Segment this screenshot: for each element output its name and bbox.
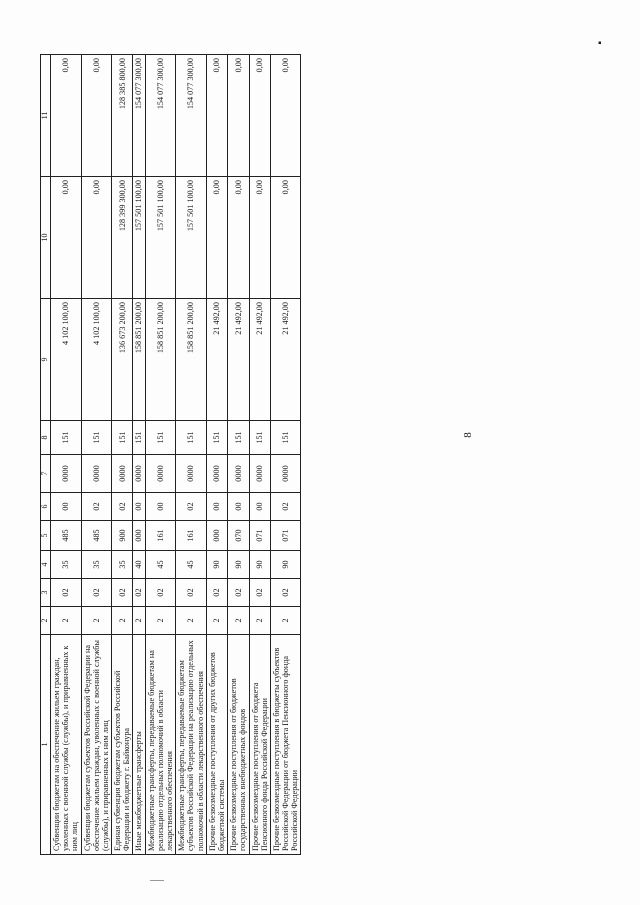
cell-col-5: 071 [270,521,301,551]
table-body [50,55,301,855]
cell-col-7: 0000 [112,455,133,493]
cell-col-8: 151 [270,421,301,455]
cell-col-9: 158 851 200,00 [176,299,207,421]
cell-col-6: 02 [81,493,112,521]
cell-col-10: 0,00 [228,177,249,299]
scan-mark [150,880,164,881]
table-row [270,55,301,855]
cell-col-3: 02 [176,579,207,607]
cell-col-5: 161 [176,521,207,551]
page-number: 8 [462,432,474,438]
cell-col-7: 0000 [81,455,112,493]
cell-col-5: 000 [133,521,145,551]
column-header-11: 11 [41,55,51,177]
cell-col-6: 00 [50,493,81,521]
cell-col-7: 0000 [176,455,207,493]
row-name-cell: Субвенции бюджетам субъектов Российской Федерации на обеспечение жильем граждан, уволенных с военной службы (службы), и приравненных к ним лиц [81,635,112,855]
cell-col-6: 00 [206,493,227,521]
cell-col-2: 2 [206,607,227,635]
cell-col-11: 0,00 [228,55,249,177]
column-header-6: 6 [41,493,51,521]
budget-table [40,54,301,855]
cell-col-3: 02 [270,579,301,607]
cell-col-11: 0,00 [206,55,227,177]
cell-col-2: 2 [176,607,207,635]
cell-col-2: 2 [145,607,176,635]
cell-col-4: 35 [81,551,112,579]
cell-col-3: 02 [249,579,270,607]
column-header-3: 3 [41,579,51,607]
cell-col-10: 157 501 100,00 [145,177,176,299]
cell-col-11: 0,00 [81,55,112,177]
cell-col-7: 0000 [145,455,176,493]
cell-col-10: 0,00 [81,177,112,299]
cell-col-3: 02 [112,579,133,607]
cell-col-7: 0000 [270,455,301,493]
cell-col-2: 2 [270,607,301,635]
cell-col-9: 4 102 100,00 [50,299,81,421]
cell-col-3: 02 [81,579,112,607]
cell-col-6: 00 [133,493,145,521]
table-row [50,55,81,855]
cell-col-4: 90 [228,551,249,579]
row-name-cell: Прочие безвозмездные поступления в бюджеты субъектов Российской Федерации от бюджета Пенсионного фонда Российской Федерации [270,635,301,855]
table-row [176,55,207,855]
cell-col-9: 21 492,00 [228,299,249,421]
column-header-1: 1 [41,635,51,855]
table-row [133,55,145,855]
cell-col-4: 90 [206,551,227,579]
cell-col-11: 0,00 [270,55,301,177]
header-row [41,55,51,855]
table-row [249,55,270,855]
cell-col-6: 02 [176,493,207,521]
cell-col-3: 02 [50,579,81,607]
cell-col-2: 2 [50,607,81,635]
cell-col-10: 0,00 [206,177,227,299]
cell-col-10: 157 501 100,00 [176,177,207,299]
column-header-10: 10 [41,177,51,299]
cell-col-4: 35 [112,551,133,579]
cell-col-11: 128 385 800,00 [112,55,133,177]
cell-col-8: 151 [112,421,133,455]
column-header-5: 5 [41,521,51,551]
cell-col-10: 0,00 [249,177,270,299]
cell-col-11: 154 077 300,00 [145,55,176,177]
cell-col-5: 900 [112,521,133,551]
row-name-cell: Прочие безвозмездные поступления от бюджетов государственных внебюджетных фондов [228,635,249,855]
cell-col-11: 154 077 300,00 [133,55,145,177]
rotated-content [40,15,474,855]
cell-col-7: 0000 [133,455,145,493]
cell-col-9: 4 102 100,00 [81,299,112,421]
cell-col-6: 00 [228,493,249,521]
cell-col-2: 2 [249,607,270,635]
cell-col-5: 161 [145,521,176,551]
cell-col-11: 0,00 [50,55,81,177]
row-name-cell: Прочие безвозмездные поступления от бюджета Пенсионного фонда Российской Федерации [249,635,270,855]
cell-col-10: 0,00 [50,177,81,299]
cell-col-7: 0000 [50,455,81,493]
table-row [145,55,176,855]
column-header-2: 2 [41,607,51,635]
cell-col-7: 0000 [206,455,227,493]
table-row [206,55,227,855]
cell-col-8: 151 [249,421,270,455]
cell-col-7: 0000 [249,455,270,493]
cell-col-4: 35 [50,551,81,579]
row-name-cell: Иные межбюджетные трансферты [133,635,145,855]
cell-col-6: 00 [249,493,270,521]
cell-col-5: 070 [228,521,249,551]
row-name-cell: Прочие безвозмездные поступления от других бюджетов бюджетной системы [206,635,227,855]
cell-col-2: 2 [228,607,249,635]
cell-col-8: 151 [133,421,145,455]
cell-col-4: 90 [249,551,270,579]
cell-col-9: 158 851 200,00 [145,299,176,421]
cell-col-5: 485 [81,521,112,551]
cell-col-8: 151 [50,421,81,455]
cell-col-4: 45 [176,551,207,579]
cell-col-5: 071 [249,521,270,551]
cell-col-3: 02 [133,579,145,607]
table-row [81,55,112,855]
cell-col-9: 158 851 200,00 [133,299,145,421]
cell-col-9: 136 673 200,00 [112,299,133,421]
cell-col-2: 2 [112,607,133,635]
cell-col-10: 128 399 300,00 [112,177,133,299]
table-row [228,55,249,855]
cell-col-8: 151 [81,421,112,455]
cell-col-11: 154 077 300,00 [176,55,207,177]
cell-col-5: 000 [206,521,227,551]
column-header-9: 9 [41,299,51,421]
cell-col-4: 90 [270,551,301,579]
cell-col-9: 21 492,00 [249,299,270,421]
cell-col-4: 45 [145,551,176,579]
cell-col-8: 151 [206,421,227,455]
row-name-cell: Единая субвенция бюджетам субъектов Российской Федерации и бюджету г. Байконура [112,635,133,855]
cell-col-4: 40 [133,551,145,579]
cell-col-6: 02 [112,493,133,521]
cell-col-3: 02 [145,579,176,607]
cell-col-9: 21 492,00 [206,299,227,421]
cell-col-11: 0,00 [249,55,270,177]
row-name-cell: Межбюджетные трансферты, передаваемые бюджетам на реализацию отдельных полномочий в области лекарственного обеспечения [145,635,176,855]
column-header-8: 8 [41,421,51,455]
column-header-4: 4 [41,551,51,579]
cell-col-8: 151 [176,421,207,455]
cell-col-7: 0000 [228,455,249,493]
column-header-7: 7 [41,455,51,493]
row-name-cell: Межбюджетные трансферты, передаваемые бюджетам субъектов Российской Федерации на реализацию отдельных полномочий в области лекарственного обеспечения [176,635,207,855]
scan-speck: ▪ [598,38,602,49]
cell-col-10: 157 501 100,00 [133,177,145,299]
cell-col-6: 00 [145,493,176,521]
cell-col-9: 21 492,00 [270,299,301,421]
cell-col-8: 151 [145,421,176,455]
cell-col-2: 2 [81,607,112,635]
cell-col-6: 02 [270,493,301,521]
cell-col-2: 2 [133,607,145,635]
table-row [112,55,133,855]
cell-col-3: 02 [228,579,249,607]
cell-col-5: 485 [50,521,81,551]
row-name-cell: Субвенции бюджетам на обеспечение жильем граждан, уволенных с военной службы (службы), и приравненных к ним лиц [50,635,81,855]
cell-col-8: 151 [228,421,249,455]
cell-col-10: 0,00 [270,177,301,299]
cell-col-3: 02 [206,579,227,607]
